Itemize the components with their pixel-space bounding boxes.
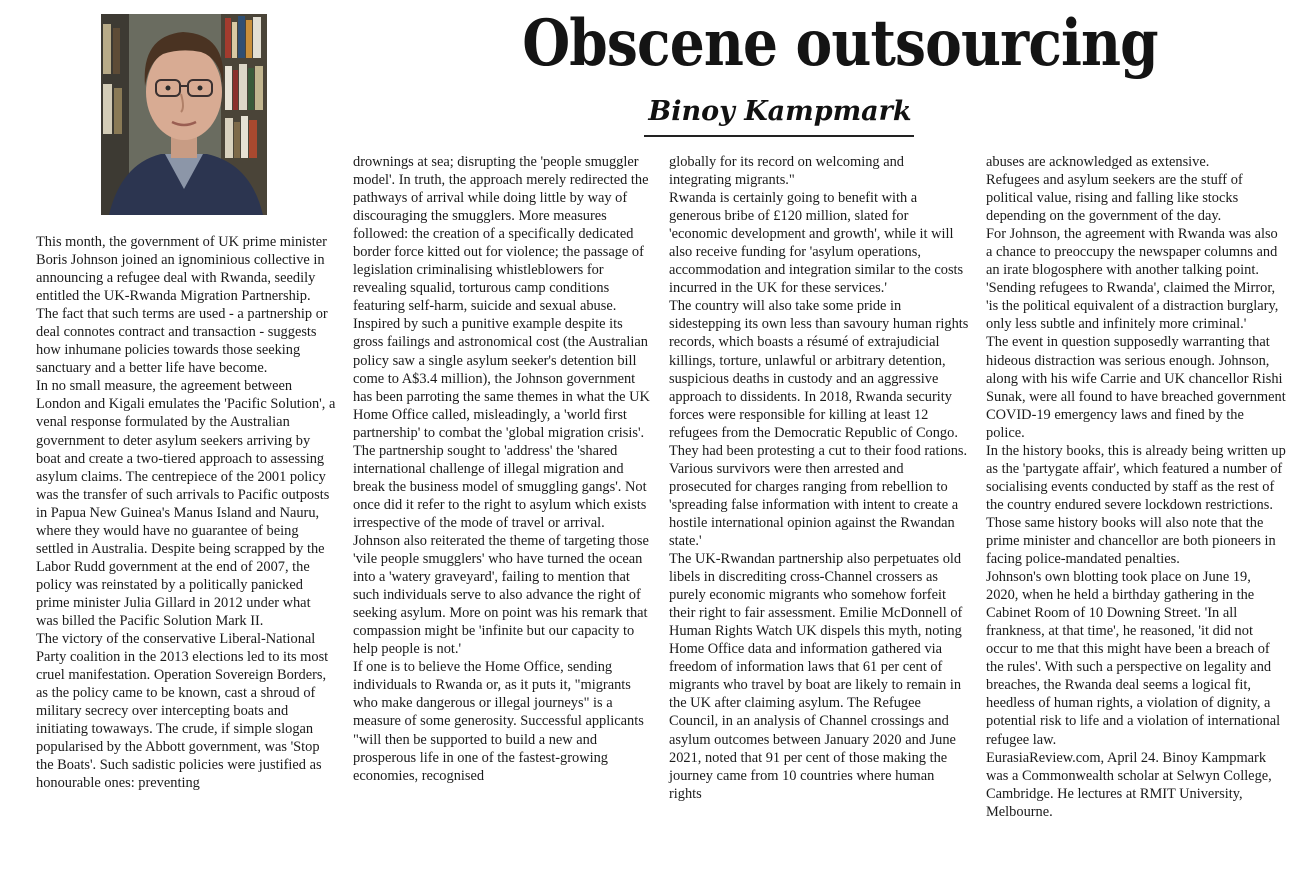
paragraph: Refugees and asylum seekers are the stuff of political value, rising and falling like stocks depending on the government of the day.: [986, 172, 1243, 225]
paragraph: If one is to believe the Home Office, sending individuals to Rwanda or, as it puts it, "migrants who make dangerous or illegal journeys" is a measure of some generosity. Successful applicants "will then be supported to build a new and prosperous life in one of the fastest-growing economies, recognised: [353, 659, 644, 784]
paragraph: Johnson's own blotting took place on June 19, 2020, when he held a birthday gathering in the Cabinet Room of 10 Downing Street. 'In all frankness, at that time', he reasoned, 'it did not occur to me that this might have been a breach of the rules'. With such a perspective on legality and breaches, the Rwanda deal seems a logical fit, heedless of human rights, a violation of dignity, a potential risk to life and a violation of international refugee law.: [986, 569, 1281, 748]
article-column-2: [353, 153, 653, 785]
paragraph: Johnson also reiterated the theme of targeting those 'vile people smugglers' who have turned the ocean into a 'watery graveyard', failing to mention that such individuals serve to also advance the right of seeking asylum. More on point was his remark that compassion might be 'infinite but our capacity to help people is not.': [353, 532, 649, 658]
paragraph: The country will also take some pride in sidestepping its own less than savoury human rights records, which boasts a résumé of extrajudicial killings, torture, unlawful or arbitrary detention, suspicious deaths in custody and an aggressive approach to dissidents. In 2018, Rwanda security forces were responsible for killing at least 12 refugees from the Democratic Republic of Congo. They had been protesting a cut to their food rations. Various survivors were then arrested and prosecuted for charges ranging from rebellion to 'spreading false information with intent to create a hostile international opinion against the Rwandan state.': [669, 298, 969, 549]
paragraph: Inspired by such a punitive example despite its gross failings and astronomical cost (the Australian policy saw a single asylum seeker's detention bill come to A$3.4 million), the Johnson government has been parroting the same themes in what the UK Home Office called, misleadingly, a 'world first partnership' to combat the 'global migration crisis'. The partnership sought to 'address' the 'shared international challenge of illegal migration and break the business model of smuggling gangs'. Not once did it refer to the right to asylum which exists irrespective of the mode of travel or arrival.: [353, 316, 650, 531]
paragraph: The UK-Rwandan partnership also perpetuates old libels in discrediting cross-Channel crossers as purely economic migrants who somehow forfeit their right to fair assessment. Emilie McDonnell of Human Rights Watch UK dispels this myth, noting Home Office data and information gathered via freedom of information laws that 61 per cent of migrants who travel by boat are likely to remain in the UK after claiming asylum. The Refugee Council, in an analysis of Channel crossings and asylum outcomes between January 2020 and June 2021, noted that 91 per cent of those making the journey came from 10 countries where human rights: [669, 551, 963, 802]
paragraph: In the history books, this is already being written up as the 'partygate affair', which featured a number of socialising events conducted by staff as the rest of the country endured severe lockdown restrictions. Those same history books will also note that the prime minister and chancellor are both pioneers in facing police-mandated penalties.: [986, 442, 1286, 568]
article-column-4: [986, 153, 1286, 821]
byline-rule: [644, 135, 914, 137]
paragraph: The event in question supposedly warranting that hideous distraction was serious enough. Johnson, along with his wife Carrie and UK chancellor Rishi Sunak, were all found to have breached government COVID-19 emergency laws and fined by the police.: [986, 334, 1286, 441]
paragraph: This month, the government of UK prime minister Boris Johnson joined an ignominious collective in announcing a refugee deal with Rwanda, seedily entitled the UK-Rwanda Migration Partnership. The fact that such terms are used - a partnership or deal connotes contract and transaction - suggests how inhumane policies towards those seeking sanctuary and a better life have become.: [36, 234, 328, 377]
article-column-3: [669, 153, 969, 803]
paragraph: In no small measure, the agreement between London and Kigali emulates the 'Pacific Solution', a venal response formulated by the Australian government to deter asylum seekers arriving by boat and create a two-tiered approach to assessing asylum claims. The centrepiece of the 2001 policy was the transfer of such arrivals to Pacific outposts in Papua New Guinea's Manus Island and Nauru, where they would have no guarantee of being settled in Australia. Despite being scrapped by the Labor Rudd government at the end of 2007, the policy was reinstated by a politically panicked prime minister Julia Gillard in 2012 under what was billed the Pacific Solution Mark II.: [36, 378, 336, 629]
paragraph: globally for its record on welcoming and integrating migrants.": [669, 154, 904, 189]
paragraph: abuses are acknowledged as extensive.: [986, 154, 1210, 170]
paragraph: The victory of the conservative Liberal-National Party coalition in the 2013 elections led to its most cruel manifestation. Operation Sovereign Borders, as the policy came to be known, cast a shroud of military secrecy over intercepting boats and initiating towaways. The crude, if simple slogan popularised by the Abbott government, was 'Stop the Boats'. Such sadistic policies were justified as honourable ones: preventing: [36, 631, 329, 792]
headline: Obscene outsourcing: [522, 6, 1158, 81]
paragraph: Rwanda is certainly going to benefit with a generous bribe of £120 million, slated for 'economic development and growth', while it will also receive funding for 'asylum operations, accommodation and integration similar to the costs incurred in the UK for these services.': [669, 190, 964, 297]
paragraph: drownings at sea; disrupting the 'people smuggler model'. In truth, the approach merely redirected the pathways of arrival while doing little by way of discouraging the smugglers. More measures followed: the creation of a specifically dedicated border force kitted out for violence; the passage of legislation criminalising whistleblowers for revealing squalid, torturous camp conditions featuring self-harm, suicide and sexual abuse.: [353, 154, 649, 315]
byline: Binoy Kampmark: [648, 96, 912, 127]
paragraph: For Johnson, the agreement with Rwanda was also a chance to preoccupy the newspaper columns and an irate blogosphere with another talking point. 'Sending refugees to Rwanda', claimed the Mirror, 'is the political equivalent of a distraction burglary, only less subtle and infinitely more criminal.': [986, 226, 1279, 333]
paragraph: EurasiaReview.com, April 24. Binoy Kampmark was a Commonwealth scholar at Selwyn College, Cambridge. He lectures at RMIT University, Melbourne.: [986, 749, 1272, 820]
article-column-1: [36, 233, 336, 792]
author-photo: [101, 14, 267, 215]
